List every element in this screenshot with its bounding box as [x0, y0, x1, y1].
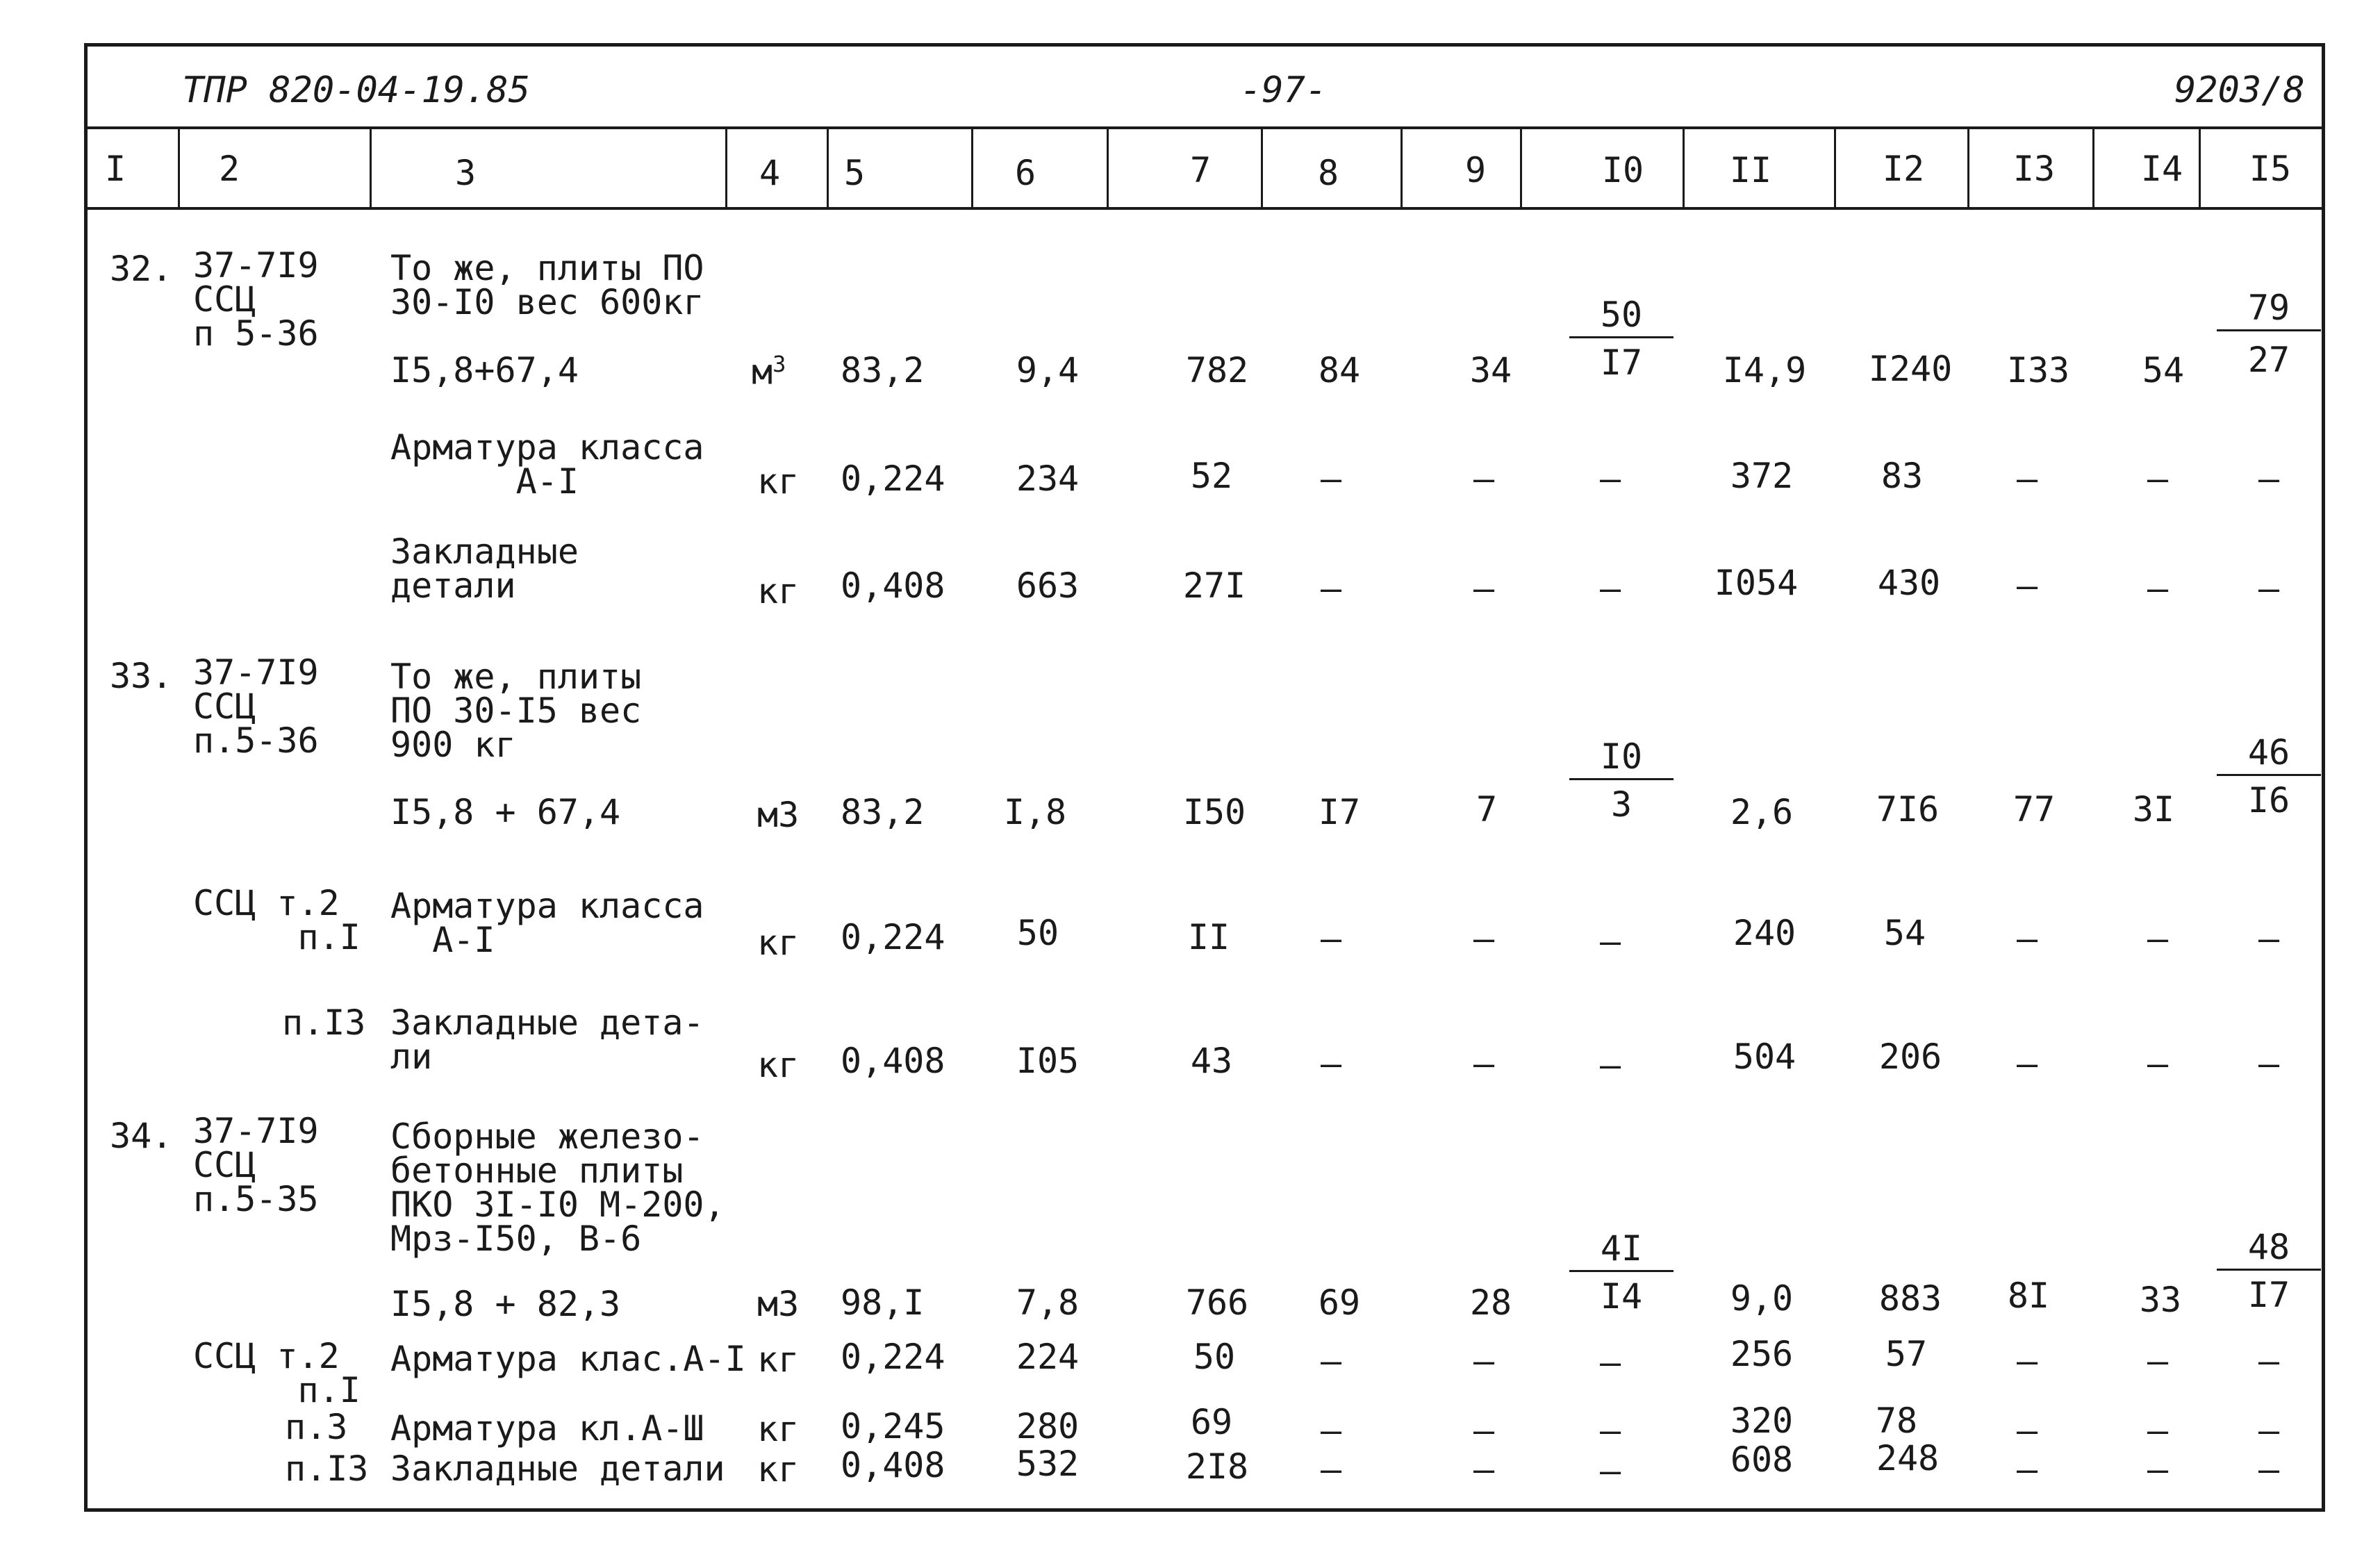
- cell-c11: I4,9: [1722, 350, 1807, 390]
- col-sep-9: [1520, 126, 1522, 207]
- cell-c11: 372: [1730, 456, 1794, 496]
- cell-c8: –: [1320, 459, 1342, 499]
- fraction-numerator: 46: [2247, 732, 2290, 773]
- cell-c5: 0,224: [841, 1337, 945, 1377]
- cell-c11: 504: [1733, 1037, 1796, 1077]
- fraction-col15: [2217, 732, 2321, 820]
- cell-c15: –: [2258, 1410, 2280, 1451]
- cell-c14: –: [2147, 1449, 2169, 1490]
- item-description: Арматура клас.А-I: [390, 1339, 746, 1379]
- fraction-numerator: 48: [2247, 1227, 2290, 1267]
- item-description: Закладные детали: [390, 1449, 725, 1489]
- cell-c10: –: [1599, 1410, 1621, 1451]
- cell-c15: –: [2258, 1044, 2280, 1084]
- cell-c8: –: [1320, 918, 1342, 959]
- fraction-col10: [1569, 295, 1674, 383]
- header-rule: [84, 207, 2325, 210]
- cell-c9: 34: [1469, 350, 1512, 390]
- cell-c12: 54: [1883, 913, 1926, 953]
- cell-c14: –: [2147, 1044, 2169, 1084]
- cell-c5: 0,245: [841, 1406, 945, 1446]
- item-description: То же, плиты ПО 30-I5 вес 900 кг: [390, 657, 642, 765]
- cell-c11: 256: [1730, 1334, 1794, 1374]
- cell-c11: I054: [1714, 563, 1799, 603]
- rate-code: п.I3: [285, 1449, 369, 1489]
- fraction-numerator: 79: [2247, 288, 2290, 328]
- unit: кг: [757, 571, 800, 611]
- item-description: То же, плиты ПО 30-I0 вес 600кг: [390, 248, 704, 322]
- cell-c11: 9,0: [1730, 1278, 1794, 1319]
- unit-exponent: 3: [772, 351, 786, 377]
- cell-c8: –: [1320, 568, 1342, 609]
- fraction-denominator: I7: [1600, 343, 1643, 383]
- unit: кг: [757, 1045, 800, 1085]
- cell-c11: 240: [1733, 913, 1796, 953]
- item-description: Закладные дета- ли: [390, 1003, 704, 1077]
- cell-c6: I05: [1016, 1041, 1080, 1081]
- cell-c15: –: [2258, 568, 2280, 609]
- cell-c14: –: [2147, 459, 2169, 499]
- cell-c14: –: [2147, 568, 2169, 609]
- cell-c12: I240: [1868, 349, 1953, 389]
- rate-code: 37-7I9 ССЦ п.5-35: [193, 1111, 319, 1219]
- cell-c5: 98,I: [841, 1282, 925, 1323]
- cell-c9: –: [1473, 568, 1495, 609]
- col-header-2: 2: [218, 149, 240, 189]
- col-header-4: 4: [759, 153, 781, 193]
- item-number: 34.: [110, 1116, 173, 1156]
- cell-c7: 69: [1190, 1402, 1233, 1442]
- unit: м3: [757, 795, 800, 835]
- cell-c9: –: [1473, 459, 1495, 499]
- cell-c14: –: [2147, 1341, 2169, 1381]
- col-sep-4: [827, 126, 829, 207]
- document-code: ТПР 820-04-19.85: [182, 69, 530, 111]
- rate-code: 37-7I9 ССЦ п.5-36: [193, 652, 319, 761]
- cell-c7: 27I: [1182, 566, 1246, 606]
- cell-c12: 78: [1875, 1401, 1918, 1441]
- fraction-numerator: I0: [1600, 736, 1643, 777]
- col-sep-14: [2199, 126, 2201, 207]
- col-sep-10: [1683, 126, 1685, 207]
- cell-c12: 83: [1881, 456, 1924, 496]
- cell-c10: –: [1599, 1045, 1621, 1085]
- cell-c14: 33: [2139, 1280, 2182, 1320]
- item-number: 32.: [110, 249, 173, 289]
- cell-c8: –: [1320, 1449, 1342, 1490]
- col-sep-7: [1261, 126, 1263, 207]
- cell-c10: –: [1599, 1342, 1621, 1383]
- cell-c6: 9,4: [1016, 350, 1080, 390]
- cell-c9: –: [1473, 1449, 1495, 1490]
- col-sep-13: [2092, 126, 2094, 207]
- cell-c13: –: [2016, 1449, 2038, 1490]
- cell-c10: –: [1599, 921, 1621, 962]
- fraction-col10: [1569, 736, 1674, 825]
- cell-c5: 0,408: [841, 566, 945, 606]
- cell-c10: –: [1599, 459, 1621, 499]
- col-header-8: 8: [1317, 153, 1339, 193]
- col-sep-8: [1400, 126, 1403, 207]
- fraction-col15: [2217, 288, 2321, 380]
- cell-c15: –: [2258, 1341, 2280, 1381]
- cell-c10: –: [1599, 568, 1621, 609]
- col-sep-3: [725, 126, 727, 207]
- unit: кг: [757, 1449, 800, 1490]
- cell-c12: 430: [1877, 563, 1941, 603]
- cell-c8: 69: [1318, 1282, 1361, 1323]
- cell-c7: 2I8: [1185, 1446, 1249, 1487]
- fraction-col10: [1569, 1228, 1674, 1317]
- item-description: Арматура кл.А-Ш: [390, 1408, 704, 1449]
- cell-c14: 3I: [2132, 789, 2175, 830]
- cell-c11: 2,6: [1730, 792, 1794, 832]
- fraction-denominator: I6: [2247, 780, 2290, 820]
- col-sep-1: [178, 126, 180, 207]
- cell-c13: –: [2016, 1044, 2038, 1084]
- cell-c10: –: [1599, 1451, 1621, 1491]
- cell-c9: 7: [1476, 789, 1498, 830]
- cell-c11: 320: [1730, 1401, 1794, 1441]
- col-header-13: I3: [2013, 149, 2056, 189]
- cell-c13: 8I: [2007, 1276, 2050, 1316]
- cell-c13: –: [2016, 566, 2038, 606]
- title-rule: [84, 126, 2325, 129]
- cell-c13: –: [2016, 1410, 2038, 1451]
- cell-c5: 0,408: [841, 1041, 945, 1081]
- item-description: Закладные детали: [390, 531, 579, 606]
- item-number: 33.: [110, 656, 173, 696]
- cell-c12: 883: [1878, 1278, 1942, 1319]
- unit-base: м: [752, 352, 773, 393]
- col-header-10: I0: [1601, 150, 1644, 190]
- cell-c14: 54: [2142, 350, 2185, 390]
- cell-c11: 608: [1730, 1440, 1794, 1480]
- col-header-5: 5: [843, 153, 866, 193]
- col-header-15: I5: [2249, 149, 2292, 189]
- cell-c5: 0,224: [841, 459, 945, 499]
- cell-c7: 43: [1190, 1041, 1233, 1081]
- album-number: 9203/8: [2174, 69, 2305, 111]
- cell-c9: –: [1473, 1044, 1495, 1084]
- cell-c8: –: [1320, 1410, 1342, 1451]
- col-header-9: 9: [1464, 150, 1487, 190]
- cell-c6: 50: [1016, 913, 1059, 953]
- fraction-denominator: I4: [1600, 1276, 1643, 1317]
- cell-c15: –: [2258, 459, 2280, 499]
- unit: [752, 351, 786, 393]
- volume-formula: I5,8 + 82,3: [390, 1284, 621, 1324]
- unit: кг: [757, 461, 800, 502]
- unit: м3: [757, 1284, 800, 1324]
- cell-c13: –: [2016, 1341, 2038, 1381]
- cell-c9: 28: [1469, 1282, 1512, 1323]
- rate-code: 37-7I9 ССЦ п 5-36: [193, 245, 319, 354]
- fraction-numerator: 50: [1600, 295, 1643, 335]
- col-sep-2: [370, 126, 372, 207]
- col-sep-11: [1834, 126, 1836, 207]
- rate-code: п.3: [285, 1407, 348, 1447]
- rate-code: п.I3: [282, 1003, 366, 1043]
- cell-c14: –: [2147, 1410, 2169, 1451]
- col-header-1: I: [104, 149, 126, 189]
- cell-c15: –: [2258, 918, 2280, 959]
- cell-c6: 7,8: [1016, 1282, 1080, 1323]
- unit: кг: [757, 1409, 800, 1449]
- cell-c7: 782: [1185, 350, 1249, 390]
- cell-c13: –: [2016, 459, 2038, 499]
- cell-c13: –: [2016, 918, 2038, 959]
- fraction-denominator: I7: [2247, 1275, 2290, 1315]
- cell-c7: I50: [1182, 792, 1246, 832]
- cell-c8: I7: [1318, 792, 1361, 832]
- rate-code: ССЦ т.2 п.I: [193, 883, 361, 957]
- cell-c13: 77: [2013, 789, 2056, 830]
- cell-c12: 57: [1885, 1334, 1928, 1374]
- col-sep-12: [1967, 126, 1969, 207]
- cell-c5: 0,224: [841, 917, 945, 957]
- volume-formula: I5,8 + 67,4: [390, 792, 621, 832]
- fraction-denominator: 27: [2247, 340, 2290, 380]
- col-header-3: 3: [454, 153, 477, 193]
- unit: кг: [757, 923, 800, 963]
- col-header-6: 6: [1014, 153, 1036, 193]
- cell-c14: –: [2147, 918, 2169, 959]
- cell-c8: –: [1320, 1341, 1342, 1381]
- rate-code: ССЦ т.2 п.I: [193, 1336, 361, 1410]
- cell-c6: 663: [1016, 566, 1080, 606]
- cell-c8: 84: [1318, 350, 1361, 390]
- cell-c12: 248: [1876, 1438, 1940, 1478]
- col-header-12: I2: [1882, 149, 1925, 189]
- cell-c9: –: [1473, 1341, 1495, 1381]
- cell-c5: 83,2: [841, 792, 925, 832]
- item-description: Сборные железо- бетонные плиты ПКО 3I-I0 М-200, Мрз-I50, В-6: [390, 1116, 725, 1259]
- col-header-14: I4: [2140, 149, 2183, 189]
- cell-c7: 766: [1185, 1282, 1249, 1323]
- col-sep-5: [971, 126, 973, 207]
- cell-c12: 7I6: [1876, 789, 1940, 830]
- cell-c9: –: [1473, 918, 1495, 959]
- fraction-denominator: 3: [1610, 784, 1633, 825]
- unit: кг: [757, 1339, 800, 1380]
- item-description: Арматура класса А-I: [390, 886, 704, 960]
- cell-c8: –: [1320, 1044, 1342, 1084]
- cell-c6: 224: [1016, 1337, 1080, 1377]
- fraction-col15: [2217, 1227, 2321, 1315]
- cell-c6: 280: [1016, 1406, 1080, 1446]
- cell-c7: II: [1187, 917, 1230, 957]
- cell-c12: 206: [1878, 1037, 1942, 1077]
- cell-c15: –: [2258, 1449, 2280, 1490]
- fraction-numerator: 4I: [1600, 1228, 1643, 1269]
- cell-c6: 532: [1016, 1444, 1080, 1484]
- cell-c7: 52: [1190, 456, 1233, 496]
- cell-c5: 0,408: [841, 1445, 945, 1485]
- cell-c13: I33: [2006, 350, 2070, 390]
- cell-c5: 83,2: [841, 350, 925, 390]
- col-header-11: II: [1729, 150, 1772, 190]
- item-description: Арматура класса А-I: [390, 427, 704, 502]
- col-sep-6: [1107, 126, 1109, 207]
- cell-c9: –: [1473, 1410, 1495, 1451]
- cell-c6: I,8: [1003, 792, 1067, 832]
- col-header-7: 7: [1189, 150, 1212, 190]
- page-number: -97-: [1240, 69, 1328, 111]
- cell-c6: 234: [1016, 459, 1080, 499]
- volume-formula: I5,8+67,4: [390, 350, 579, 390]
- cell-c7: 50: [1193, 1337, 1236, 1377]
